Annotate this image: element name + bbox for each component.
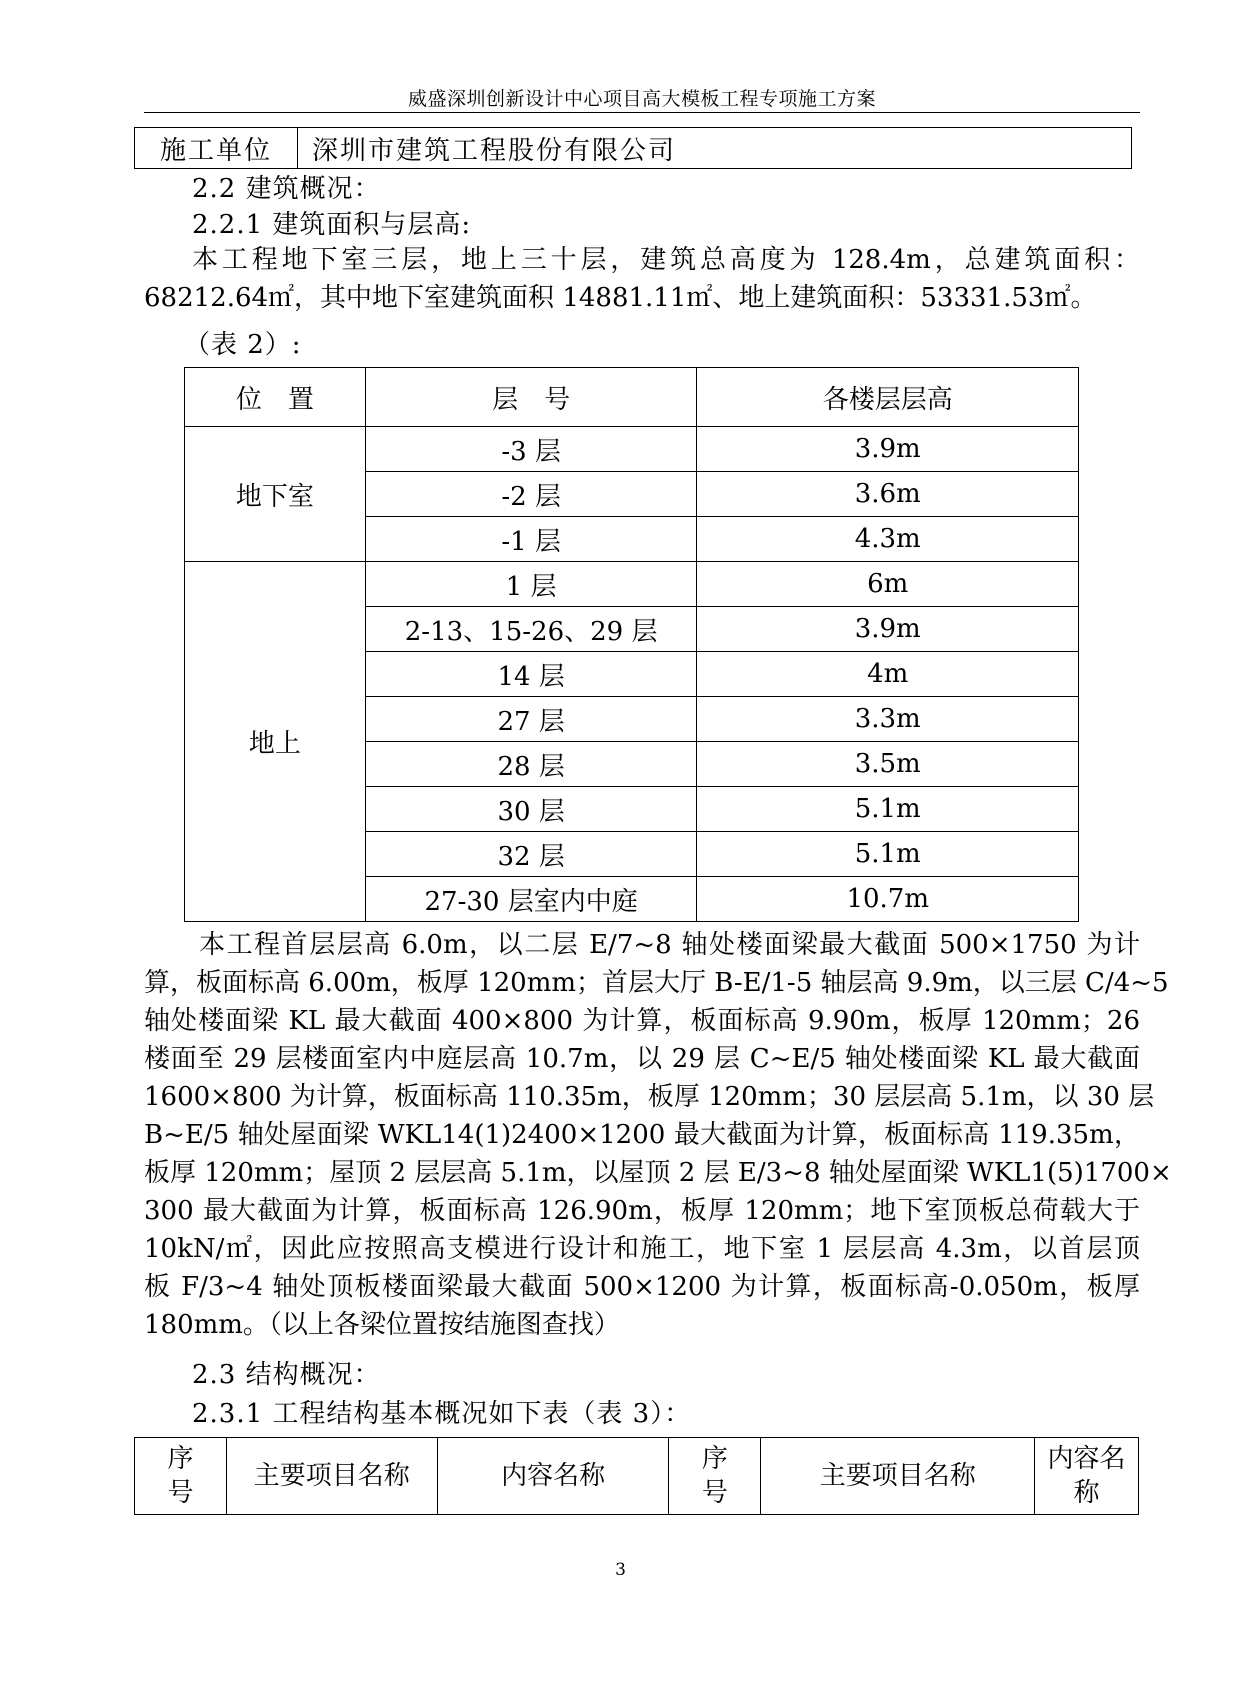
height-cell: 3.3m — [697, 697, 1079, 742]
body-line: 300 最大截面为计算，板面标高 126.90m，板厚 120mm；地下室顶板总荷载大于 — [144, 1196, 1140, 1226]
height-cell: 4m — [697, 652, 1079, 697]
table-header-row — [185, 368, 1079, 427]
section-heading-2-2: 2.2 建筑概况： — [192, 174, 381, 204]
floor-cell: 2-13、15-26、29 层 — [365, 607, 697, 652]
body-line: 10kN/㎡，因此应按照高支模进行设计和施工，地下室 1 层层高 4.3m，以首层顶 — [144, 1234, 1140, 1264]
header-floor: 层 号 — [365, 368, 697, 427]
body-line: 板 F/3~4 轴处顶板楼面梁最大截面 500×1200 为计算，板面标高-0.050m，板厚 — [144, 1272, 1140, 1302]
header-content: 内容名称 — [437, 1438, 669, 1515]
intro-line: 68212.64㎡，其中地下室建筑面积 14881.11㎡、地上建筑面积：53331.53㎡。 — [144, 283, 1097, 313]
table-row — [185, 562, 1079, 607]
floor-cell: 27 层 — [365, 697, 697, 742]
construction-unit-value: 深圳市建筑工程股份有限公司 — [298, 128, 1132, 169]
height-cell: 6m — [697, 562, 1079, 607]
header-serial-no: 序 号 — [135, 1438, 227, 1515]
page-number: 3 — [615, 1560, 626, 1580]
header-rule — [144, 112, 1140, 113]
header-main-item: 主要项目名称 — [761, 1438, 1035, 1515]
body-line: 楼面至 29 层楼面室内中庭层高 10.7m，以 29 层 C~E/5 轴处楼面梁 KL 最大截面 — [144, 1044, 1140, 1074]
section-heading-2-3-1: 2.3.1 工程结构基本概况如下表（表 3）： — [192, 1399, 692, 1429]
floor-cell: 28 层 — [365, 742, 697, 787]
table-header-row — [135, 1438, 1139, 1515]
height-cell: 3.5m — [697, 742, 1079, 787]
floor-cell: -2 层 — [365, 472, 697, 517]
location-above-ground: 地上 — [185, 562, 366, 922]
height-cell: 3.9m — [697, 427, 1079, 472]
body-line: 1600×800 为计算，板面标高 110.35m，板厚 120mm；30 层层高 5.1m，以 30 层 — [144, 1082, 1155, 1112]
construction-unit-table — [134, 127, 1132, 169]
body-line: B~E/5 轴处屋面梁 WKL14(1)2400×1200 最大截面为计算，板面标高 119.35m， — [144, 1120, 1140, 1150]
floor-cell: -3 层 — [365, 427, 697, 472]
height-cell: 4.3m — [697, 517, 1079, 562]
height-cell: 10.7m — [697, 877, 1079, 922]
height-cell: 5.1m — [697, 832, 1079, 877]
floor-cell: 30 层 — [365, 787, 697, 832]
section-heading-2-3: 2.3 结构概况： — [192, 1360, 381, 1390]
floor-cell: -1 层 — [365, 517, 697, 562]
body-line: 算，板面标高 6.00m，板厚 120mm；首层大厅 B-E/1-5 轴层高 9.9m，以三层 C/4~5 — [144, 968, 1169, 998]
floor-cell: 14 层 — [365, 652, 697, 697]
table2-caption: （表 2）: — [184, 330, 302, 360]
body-line: 180mm。（以上各梁位置按结施图查找） — [144, 1310, 620, 1340]
body-line: 轴处楼面梁 KL 最大截面 400×800 为计算，板面标高 9.90m，板厚 120mm；26 — [144, 1006, 1140, 1036]
floor-cell: 27-30 层室内中庭 — [365, 877, 697, 922]
header-location: 位 置 — [185, 368, 366, 427]
construction-unit-label: 施工单位 — [135, 128, 298, 169]
height-cell: 3.6m — [697, 472, 1079, 517]
intro-line: 本工程地下室三层，地上三十层，建筑总高度为 128.4m，总建筑面积： — [192, 245, 1140, 275]
height-cell: 5.1m — [697, 787, 1079, 832]
location-basement: 地下室 — [185, 427, 366, 562]
document-header: 威盛深圳创新设计中心项目高大模板工程专项施工方案 — [407, 88, 876, 110]
floor-height-table — [184, 367, 1079, 922]
header-main-item: 主要项目名称 — [226, 1438, 437, 1515]
floor-cell: 32 层 — [365, 832, 697, 877]
header-content: 内容名 称 — [1035, 1438, 1139, 1515]
height-cell: 3.9m — [697, 607, 1079, 652]
floor-cell: 1 层 — [365, 562, 697, 607]
header-height: 各楼层层高 — [697, 368, 1079, 427]
intro-paragraph — [144, 241, 1140, 317]
structure-overview-table — [134, 1437, 1139, 1515]
construction-unit-row — [135, 128, 1132, 169]
body-line: 板厚 120mm；屋顶 2 层层高 5.1m，以屋顶 2 层 E/3~8 轴处屋面梁 WKL1(5)1700× — [144, 1158, 1172, 1188]
table-row — [185, 427, 1079, 472]
body-paragraph — [144, 926, 1172, 1344]
header-serial-no: 序 号 — [669, 1438, 761, 1515]
section-heading-2-2-1: 2.2.1 建筑面积与层高: — [192, 210, 472, 240]
body-line: 本工程首层层高 6.0m，以二层 E/7~8 轴处楼面梁最大截面 500×1750 为计 — [144, 930, 1140, 960]
